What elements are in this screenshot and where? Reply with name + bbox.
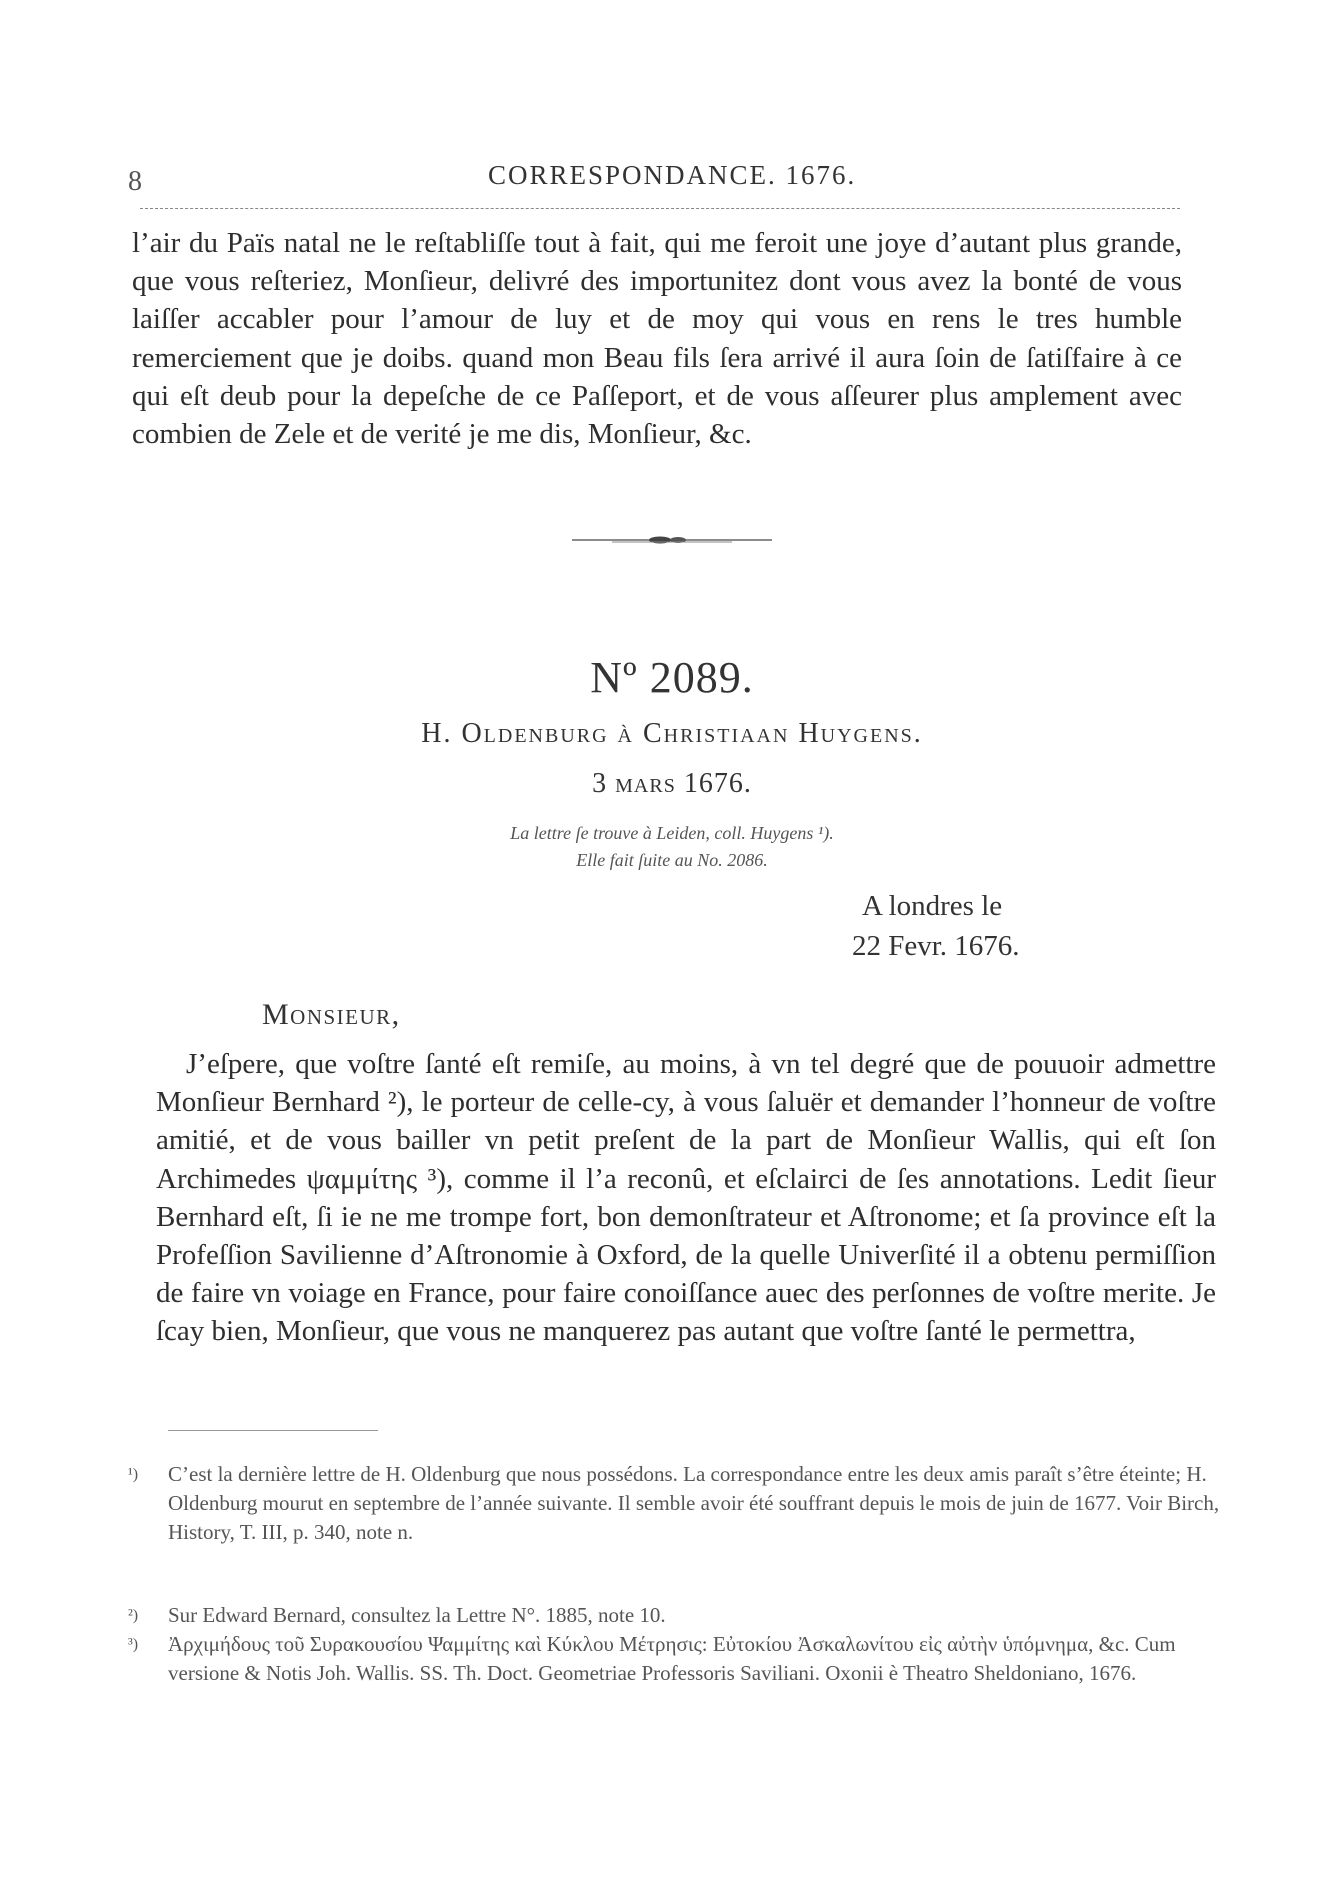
footnote <box>128 1601 1220 1630</box>
source-note-followup: Elle fait ſuite au No. 2086. <box>576 850 768 870</box>
footnote-text: C’est la dernière lettre de H. Oldenburg que nous possédons. La correspondance entre les deux amis paraît s’être éteinte; H. Oldenburg mourut en septembre de l’année suivante. Il semble avoir été souffrant depuis le mois de juin de 1677. Voir Birch, History, T. III, p. 340, note n. <box>168 1462 1220 1544</box>
continued-paragraph: l’air du Païs natal ne le reſtabliſſe tout à fait, qui me feroit une joye d’autant plus grande, que vous reſteriez, Monſieur, delivré des importunitez dont vous avez la bonté de vous laiſſer accabler pour l’amour de luy et de moy qui vous en rens le tres humble remerciement que je doibs. quand mon Beau fils ſera arrivé il aura ſoin de ſatiſfaire à ce qui eſt deub pour la depeſche de ce Paſſeport, et de vous aſſeurer plus amplement avec combien de Zele et de verité je me dis, Monſieur, &c. <box>132 227 1182 451</box>
divider-ornament <box>572 530 772 550</box>
footnote-rule <box>168 1430 378 1431</box>
footnote <box>128 1630 1220 1688</box>
date-line: 22 Fevr. 1676. <box>852 930 1020 962</box>
salutation: Monsieur, <box>262 998 401 1031</box>
footnote-marker: ¹) <box>128 1466 139 1483</box>
footnote-marker: ²) <box>128 1607 139 1624</box>
header-rule <box>140 208 1180 209</box>
footnote-text: Sur Edward Bernard, consultez la Lettre N°. 1885, note 10. <box>168 1603 666 1627</box>
letter-date: 3 mars 1676. <box>592 768 752 799</box>
footnote-marker: ³) <box>128 1636 139 1653</box>
running-head <box>128 160 1178 200</box>
source-note: La lettre ſe trouve à Leiden, coll. Huygens ¹). <box>510 823 834 843</box>
letter-body: J’eſpere, que voſtre ſanté eſt remiſe, au moins, à vn tel degré que de pouuoir admettre Monſieur Bernhard ²), le porteur de celle-cy, à vous ſaluër et demander l’honneur de voſtre amitié, et de vous bailler vn petit preſent de la part de Monſieur Wallis, qui eſt ſon Archimedes ψαμμίτης ³), comme il l’a reconû, et eſclairci de ſes annotations. Ledit ſieur Bernhard eſt, ſi ie ne me trompe fort, bon demonſtrateur et Aſtronome; et ſa province eſt la Profeſſion Savilienne d’Aſtronomie à Oxford, de la quelle Univerſité il a obtenu permiſſion de faire vn voiage en France, pour faire conoiſſance auec des perſonnes de voſtre merite. Je ſcay bien, Monſieur, que vous ne manquerez pas autant que voſtre ſanté le permettra, <box>156 1048 1216 1348</box>
page-number: 8 <box>128 166 142 197</box>
footnote <box>128 1460 1220 1547</box>
running-title: CORRESPONDANCE. 1676. <box>488 160 857 190</box>
letter-number: Nº 2089. <box>590 653 754 702</box>
letter-title: H. Oldenburg à Christiaan Huygens. <box>421 718 923 749</box>
footnote-text: Ἀρχιμήδους τοῦ Συρακουσίου Ψαμμίτης καὶ Κύκλου Μέτρησις: Εὐτοκίου Ἀσκαλωνίτου εἰς αὐτὴν ὑπόμνημα, &c. Cum versione & Notis Joh. Wallis. SS. Th. Doct. Geometriae Professoris Saviliani. Oxonii è Theatro Sheldoniano, 1676. <box>168 1632 1176 1685</box>
place-line: A londres le <box>862 890 1003 922</box>
